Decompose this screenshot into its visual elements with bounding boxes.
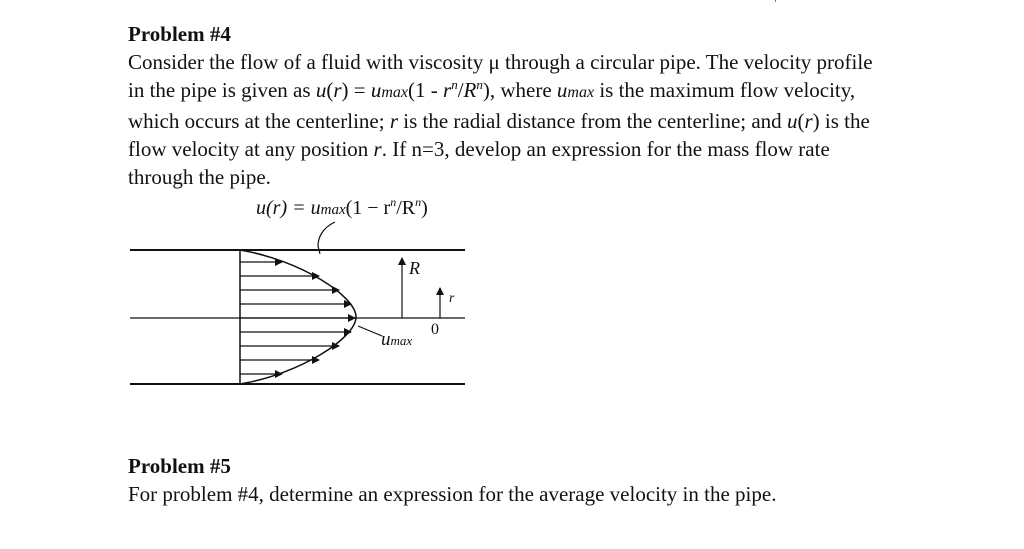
problem-4-line-3: which occurs at the centerline; r is the radial distance from the centerline; and u(r) is the [128,109,870,133]
problem-4-title: Problem #4 [128,22,231,46]
label-umax: umax [381,329,413,350]
problem-4-line-2: in the pipe is given as $u(r) = umax(1 - r^n/R^n)$, where umax is the maximum flow velocity, [128,77,856,102]
velocity-profile-curve [240,250,356,384]
problem-4-line-4: flow velocity at any position r. If n=3, develop an expression for the mass flow rate [128,137,830,161]
problem-4-line-5: through the pipe. [128,165,271,189]
label-R: R [409,258,420,278]
label-zero: 0 [431,321,439,338]
problem-4-body [128,48,1008,191]
stray-mark [775,0,776,2]
problem-5-title: Problem #5 [128,454,231,478]
pipe-flow-diagram [0,188,520,398]
umax-leader-line [358,326,382,336]
problem-4-line-1: Consider the flow of a fluid with viscosity μ through a circular pipe. The velocity profile [128,50,873,74]
velocity-profile-formula: $u(r) = umax(1 - r^n/R^n)$ [256,195,428,219]
problem-5-body: For problem #4, determine an expression for the average velocity in the pipe. [128,482,777,506]
label-r: r [449,291,455,306]
